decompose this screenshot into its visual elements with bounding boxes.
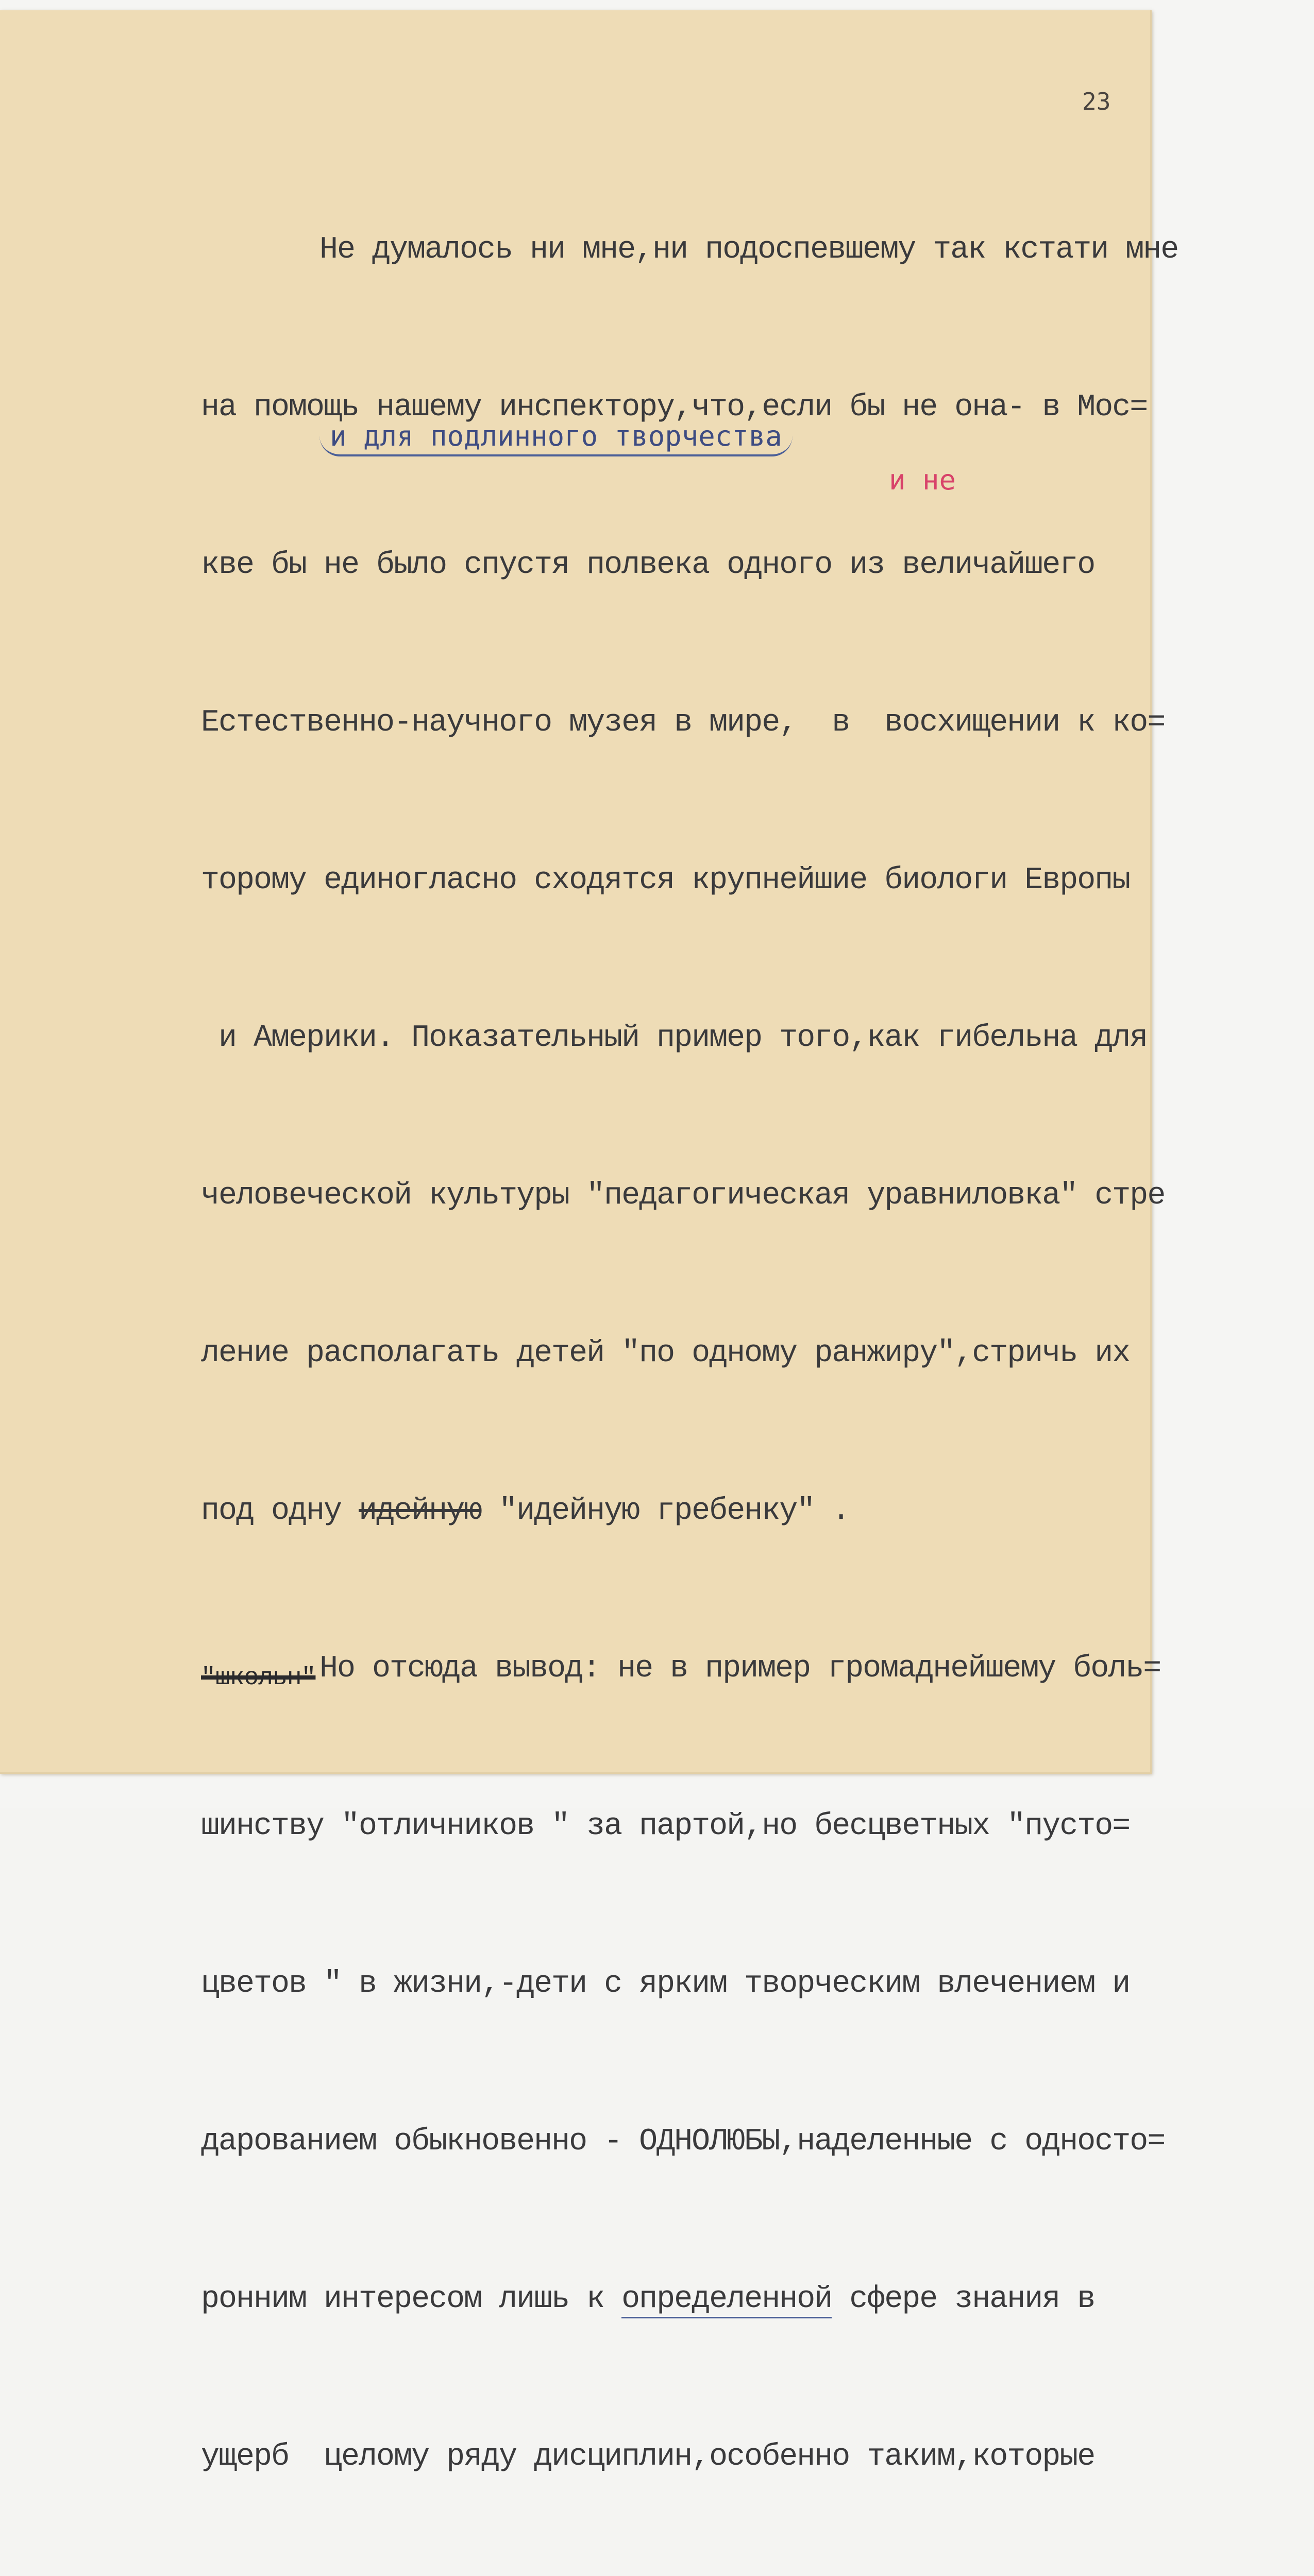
text-line-end: сфере знания в (832, 2282, 1095, 2317)
text-line: человеческой культуры "педагогическая уравниловка" стре (201, 1178, 1165, 1213)
text-line-end: "идейную гребенку" . (481, 1494, 850, 1529)
text-line: Не думалось ни мне,ни подоспевшему так кстати мне (319, 232, 1178, 267)
text-line: дарованием обыкновенно - ОДНОЛЮБЫ,наделенные с односто= (201, 2124, 1165, 2159)
underlined-word: определенной (621, 2282, 832, 2318)
text-line: торому единогласно сходятся крупнейшие биологи Европы (201, 863, 1130, 898)
handwritten-insertion: и для подлинного творчества (319, 420, 793, 456)
footer-struck-mark: "школьн" (201, 1664, 316, 1692)
text-line: кве бы не было спустя полвека одного из величайшего (201, 548, 1095, 583)
text-line-start: под одну (201, 1494, 359, 1529)
page-number: 23 (1082, 88, 1111, 115)
red-pencil-insertion: и не (889, 464, 956, 496)
struck-word: идейную (359, 1494, 482, 1529)
text-line: Но отсюда вывод: не в пример громаднейшему боль= (319, 1651, 1161, 1686)
text-line: шинству "отличников " за партой,но бесцветных "пусто= (201, 1809, 1130, 1844)
text-line: на помощь нашему инспектору,что,если бы не она- в Мос= (201, 390, 1148, 425)
text-line (201, 1485, 1149, 1537)
text-line: ущерб целому ряду дисциплин,особенно таким,которые (201, 2439, 1095, 2475)
text-line: цветов " в жизни,-дети с ярким творческим влечением и (201, 1967, 1130, 2002)
text-line: и Америки. Показательный пример того,как гибельна для (201, 1021, 1148, 1056)
typescript-page (0, 10, 1178, 2475)
text-line-start: ронним интересом лишь к (201, 2282, 622, 2317)
typescript-body (201, 118, 1178, 2576)
text-line (201, 2273, 1149, 2326)
text-line: ление располагать детей "по одному ранжиру",стричь их (201, 1336, 1130, 1371)
text-line: Естественно-научного музея в мире, в восхищении к ко= (201, 705, 1165, 740)
